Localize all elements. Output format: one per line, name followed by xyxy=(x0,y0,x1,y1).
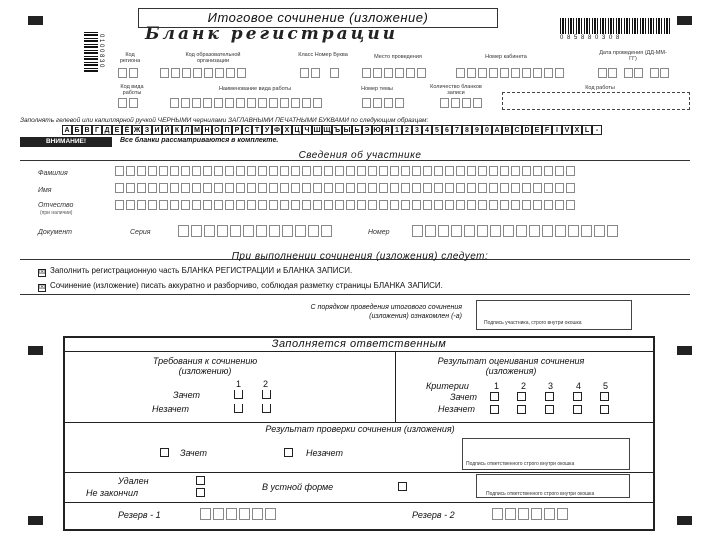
letter-cell[interactable] xyxy=(335,200,344,210)
letter-cell[interactable] xyxy=(390,183,399,193)
letter-cell[interactable] xyxy=(170,166,179,176)
participant-title: Сведения об участнике xyxy=(298,150,422,161)
c1-pass-box[interactable] xyxy=(490,392,499,401)
req1-fail-box[interactable] xyxy=(234,404,243,413)
letter-cell[interactable] xyxy=(137,166,146,176)
c1-fail-box[interactable] xyxy=(490,405,499,414)
sample-letter: Х xyxy=(282,125,292,135)
letter-cell[interactable] xyxy=(335,166,344,176)
letter-cell[interactable] xyxy=(401,200,410,210)
letter-cell[interactable] xyxy=(357,200,366,210)
letter-cell[interactable] xyxy=(489,183,498,193)
letter-cell[interactable] xyxy=(203,183,212,193)
letter-cell[interactable] xyxy=(555,183,564,193)
c4-fail-box[interactable] xyxy=(573,405,582,414)
check-pass-label: Зачет xyxy=(180,448,207,458)
letter-cell[interactable] xyxy=(170,183,179,193)
c5-pass-box[interactable] xyxy=(600,392,609,401)
letter-cell[interactable] xyxy=(390,166,399,176)
rules-title: При выполнении сочинения (изложения) следует: xyxy=(231,251,489,262)
corner-marker-mid-right xyxy=(677,346,692,355)
class-number-cells[interactable] xyxy=(300,68,320,78)
letter-cell[interactable] xyxy=(555,200,564,210)
letter-cell[interactable] xyxy=(489,166,498,176)
letter-cell[interactable] xyxy=(478,166,487,176)
sample-letter: Е xyxy=(112,125,122,135)
place-cells[interactable] xyxy=(362,68,426,78)
sample-letter: 5 xyxy=(432,125,442,135)
side-barcode xyxy=(84,32,98,72)
letter-cell[interactable] xyxy=(203,166,212,176)
reserve2-label: Резерв - 2 xyxy=(412,510,455,520)
letter-cell[interactable] xyxy=(500,183,509,193)
letter-cell[interactable] xyxy=(115,183,124,193)
c5-fail-box[interactable] xyxy=(600,405,609,414)
reserve1-label: Резерв - 1 xyxy=(118,510,161,520)
letter-cell[interactable] xyxy=(258,166,267,176)
sample-letter: Ъ xyxy=(333,127,341,134)
region-code-cells[interactable] xyxy=(118,68,138,78)
letter-cell[interactable] xyxy=(115,200,124,210)
letter-cell[interactable] xyxy=(500,166,509,176)
rules-bottom-line xyxy=(20,294,690,295)
letter-cell[interactable] xyxy=(225,183,234,193)
work-type-name-cells[interactable] xyxy=(170,98,322,108)
sample-letter: Р xyxy=(232,125,242,135)
topic-number-cells[interactable] xyxy=(362,98,404,108)
letter-cell[interactable] xyxy=(357,183,366,193)
letter-cell[interactable] xyxy=(379,166,388,176)
letter-cell[interactable] xyxy=(236,183,245,193)
check-fail-box[interactable] xyxy=(284,448,293,457)
sample-letter: Ч xyxy=(302,125,312,135)
surname-cells[interactable] xyxy=(115,166,575,176)
letter-cell[interactable] xyxy=(302,200,311,210)
c2-fail-box[interactable] xyxy=(517,405,526,414)
sample-letter: И xyxy=(152,125,162,135)
sample-instruction: Заполнять гелевой или капиллярной ручкой ЧЕРНЫМИ чернилами ЗАГЛАВНЫМИ ПЕЧАТНЫМИ БУКВАМИ по следующим образцам: xyxy=(20,117,429,124)
letter-cell[interactable] xyxy=(434,166,443,176)
letter-cell[interactable] xyxy=(291,200,300,210)
req2-pass-box[interactable] xyxy=(262,390,271,399)
acknowledgement-text: С порядком проведения итогового сочинения (изложения) ознакомлен (-а) xyxy=(310,304,462,320)
letter-cell[interactable] xyxy=(544,183,553,193)
sample-letter: Ц xyxy=(292,125,302,135)
letter-cell[interactable] xyxy=(357,166,366,176)
sample-letter: B xyxy=(502,125,512,135)
letter-cell[interactable] xyxy=(467,200,476,210)
sample-letter: С xyxy=(242,125,252,135)
barcode-number: 0 8 5 8 8 0 3 0 8 xyxy=(560,35,621,41)
series-cells[interactable] xyxy=(178,225,332,237)
letter-cell[interactable] xyxy=(467,183,476,193)
sample-letter: V xyxy=(562,125,572,135)
req-fail-label: Незачет xyxy=(152,404,189,414)
letter-cell[interactable] xyxy=(236,200,245,210)
criteria-num-5: 5 xyxy=(603,381,609,391)
req-pass-label: Зачет xyxy=(173,390,200,400)
sample-letter: 0 xyxy=(482,125,492,135)
letter-cell[interactable] xyxy=(313,183,322,193)
sample-letter: Ы xyxy=(343,127,351,134)
removed-box[interactable] xyxy=(196,476,205,485)
letter-cell[interactable] xyxy=(368,166,377,176)
participant-signature-caption: Подпись участника, строго внутри окошка xyxy=(484,320,582,326)
letter-cell[interactable] xyxy=(511,183,520,193)
class-letter-cells[interactable] xyxy=(330,68,339,78)
sample-letter: Н xyxy=(202,125,212,135)
criteria-num-1: 1 xyxy=(494,381,500,391)
document-label: Документ xyxy=(38,229,73,236)
letter-cell[interactable] xyxy=(368,200,377,210)
letter-cell[interactable] xyxy=(533,183,542,193)
letter-cell[interactable] xyxy=(181,183,190,193)
sample-letter: D xyxy=(522,125,532,135)
letter-cell[interactable] xyxy=(544,200,553,210)
attention-text: Все бланки рассматриваются в комплекте. xyxy=(120,137,279,144)
not-finished-box[interactable] xyxy=(196,488,205,497)
letter-cell[interactable] xyxy=(126,200,135,210)
reserve1-cells[interactable] xyxy=(200,508,276,520)
sample-letter: F xyxy=(542,125,552,135)
criteria-label: Критерии xyxy=(426,381,469,391)
letter-cell[interactable] xyxy=(302,183,311,193)
letter-cell[interactable] xyxy=(346,200,355,210)
letter-cell[interactable] xyxy=(214,200,223,210)
sample-letter: Й xyxy=(162,125,172,135)
letter-cell[interactable] xyxy=(247,166,256,176)
req-num-2: 2 xyxy=(263,379,269,389)
letter-cell[interactable] xyxy=(533,166,542,176)
c3-pass-box[interactable] xyxy=(545,392,554,401)
letter-cell[interactable] xyxy=(181,166,190,176)
sample-letter: 4 xyxy=(422,125,432,135)
corner-marker-top-left xyxy=(28,16,43,25)
sample-letter: 6 xyxy=(442,125,452,135)
letter-cell[interactable] xyxy=(533,200,542,210)
letter-cell[interactable] xyxy=(313,200,322,210)
letter-cell[interactable] xyxy=(269,183,278,193)
letter-cell[interactable] xyxy=(247,183,256,193)
letter-cell[interactable] xyxy=(203,200,212,210)
patronymic-cells[interactable] xyxy=(115,200,575,210)
sample-letter: Ш xyxy=(313,127,321,134)
label-room: Номер кабинета xyxy=(485,54,527,60)
label-work-type-name: Наименование вида работы xyxy=(218,86,292,92)
letter-cell[interactable] xyxy=(313,166,322,176)
req2-fail-box[interactable] xyxy=(262,404,271,413)
room-cells[interactable] xyxy=(456,68,564,78)
label-place: Место проведения xyxy=(374,54,422,60)
oral-form-label: В устной форме xyxy=(262,482,334,492)
sample-letter: Я xyxy=(382,125,392,135)
oral-form-box[interactable] xyxy=(398,482,407,491)
sample-letter: A xyxy=(492,125,502,135)
letter-cell[interactable] xyxy=(280,183,289,193)
sample-letter: 7 xyxy=(452,125,462,135)
letter-cell[interactable] xyxy=(335,183,344,193)
letter-cell[interactable] xyxy=(478,183,487,193)
letter-cell[interactable] xyxy=(258,183,267,193)
letter-cell[interactable] xyxy=(522,166,531,176)
letter-cell[interactable] xyxy=(302,166,311,176)
letter-cell[interactable] xyxy=(434,183,443,193)
responsible-row-line xyxy=(63,422,655,423)
rule-item-1 xyxy=(38,266,352,277)
sample-letter: 8 xyxy=(462,125,472,135)
corner-marker-bottom-left xyxy=(28,516,43,525)
label-sheets-count: Количество бланков записи xyxy=(430,84,482,96)
letter-cell[interactable] xyxy=(225,200,234,210)
letter-cell[interactable] xyxy=(456,183,465,193)
rule-check-icon: ☒ xyxy=(39,269,46,276)
letter-cell[interactable] xyxy=(390,200,399,210)
responsible-signature-caption: Подпись ответственного строго внутри окошка xyxy=(466,461,575,467)
letter-cell[interactable] xyxy=(522,183,531,193)
org-code-cells[interactable] xyxy=(160,68,246,78)
sample-letter: Л xyxy=(182,125,192,135)
rule-check-icon: ☒ xyxy=(39,284,46,291)
sample-letter: З xyxy=(142,125,152,135)
req1-pass-box[interactable] xyxy=(234,390,243,399)
letter-cell[interactable] xyxy=(148,183,157,193)
number-label: Номер xyxy=(368,229,390,236)
sample-letter: L xyxy=(582,125,592,135)
letter-cell[interactable] xyxy=(500,200,509,210)
letter-cell[interactable] xyxy=(555,166,564,176)
letter-cell[interactable] xyxy=(247,200,256,210)
letter-cell[interactable] xyxy=(456,166,465,176)
letter-cell[interactable] xyxy=(445,166,454,176)
check-title: Результат проверки сочинения (изложения) xyxy=(265,424,455,434)
sample-letter: Т xyxy=(252,125,262,135)
not-finished-label: Не закончил xyxy=(86,488,139,498)
letter-cell[interactable] xyxy=(412,183,421,193)
name-label: Имя xyxy=(38,187,52,194)
sample-letter: У xyxy=(262,125,272,135)
letter-cell[interactable] xyxy=(170,200,179,210)
letter-cell[interactable] xyxy=(489,200,498,210)
letter-cell[interactable] xyxy=(181,200,190,210)
c2-pass-box[interactable] xyxy=(517,392,526,401)
letter-cell[interactable] xyxy=(511,200,520,210)
req-num-1: 1 xyxy=(236,379,242,389)
sample-letter: X xyxy=(572,125,582,135)
letter-cell[interactable] xyxy=(324,183,333,193)
letter-cell[interactable] xyxy=(456,200,465,210)
check-fail-label: Незачет xyxy=(306,448,343,458)
sample-letter: C xyxy=(512,125,522,135)
letter-cell[interactable] xyxy=(291,183,300,193)
sample-letter: Ь xyxy=(352,125,362,135)
rule-text-2: Сочинение (изложение) писать аккуратно и разборчиво, соблюдая разметку страницы БЛАНКА ЗАПИСИ. xyxy=(50,281,443,290)
letter-cell[interactable] xyxy=(148,200,157,210)
letter-cell[interactable] xyxy=(159,166,168,176)
letter-cell[interactable] xyxy=(324,166,333,176)
letter-cell[interactable] xyxy=(566,166,575,176)
letter-cell[interactable] xyxy=(192,200,201,210)
letter-cell[interactable] xyxy=(269,166,278,176)
responsible-title: Заполняется ответственным xyxy=(63,336,655,352)
sample-letter: К xyxy=(172,125,182,135)
letter-cell[interactable] xyxy=(566,183,575,193)
sample-letter: Щ xyxy=(323,127,331,134)
letter-cell[interactable] xyxy=(511,166,520,176)
letter-cell[interactable] xyxy=(236,166,245,176)
criteria-num-4: 4 xyxy=(576,381,582,391)
label-topic-number: Номер темы xyxy=(361,86,393,92)
letter-cell[interactable] xyxy=(434,200,443,210)
label-class: Класс Номер Буква xyxy=(298,52,348,58)
letter-cell[interactable] xyxy=(412,166,421,176)
corner-marker-bottom-right xyxy=(677,516,692,525)
number-cells[interactable] xyxy=(412,225,618,237)
requirements-title: Требования к сочинению (изложению) xyxy=(152,356,258,376)
blank-title: Бланк регистрации xyxy=(145,24,399,44)
label-org-code: Код образовательной организации xyxy=(185,52,241,64)
letter-cell[interactable] xyxy=(324,200,333,210)
c3-fail-box[interactable] xyxy=(545,405,554,414)
patronymic-label: Отчество xyxy=(38,202,74,209)
patronymic-sub: (при наличии) xyxy=(40,210,73,216)
side-code: 0 1 0 0 8 3 0 xyxy=(98,34,104,68)
name-cells[interactable] xyxy=(115,183,575,193)
sample-letter: Э xyxy=(362,125,372,135)
removed-row-line xyxy=(63,472,655,473)
letter-cell[interactable] xyxy=(214,183,223,193)
letter-cell[interactable] xyxy=(137,200,146,210)
letter-cell[interactable] xyxy=(126,183,135,193)
sample-letter: В xyxy=(82,125,92,135)
letter-cell[interactable] xyxy=(423,200,432,210)
corner-marker-mid-left xyxy=(28,346,43,355)
letter-cell[interactable] xyxy=(159,200,168,210)
sample-letter: Ё xyxy=(122,125,132,135)
label-work-type-code: Код вида работы xyxy=(120,84,144,96)
series-label: Серия xyxy=(130,229,151,236)
sample-letter: I xyxy=(552,125,562,135)
letter-cell[interactable] xyxy=(544,166,553,176)
sample-letter: О xyxy=(212,125,222,135)
sample-letter: Ж xyxy=(133,127,141,134)
removed-label: Удален xyxy=(118,476,149,486)
attention-badge: ВНИМАНИЕ! xyxy=(20,137,112,147)
sample-letter: E xyxy=(532,125,542,135)
letter-cell[interactable] xyxy=(126,166,135,176)
letter-cell[interactable] xyxy=(379,183,388,193)
check-pass-box[interactable] xyxy=(160,448,169,457)
letter-cell[interactable] xyxy=(478,200,487,210)
label-date: Дата проведения (ДД-ММ-ГГ) xyxy=(599,50,667,62)
criteria-fail-label: Незачет xyxy=(438,404,475,414)
rule-item-2 xyxy=(38,281,443,292)
reserve2-cells[interactable] xyxy=(492,508,568,520)
letter-cell[interactable] xyxy=(401,166,410,176)
sample-letter: М xyxy=(192,125,202,135)
c4-pass-box[interactable] xyxy=(573,392,582,401)
sample-letter: Д xyxy=(102,125,112,135)
responsible-signature-caption-2: Подпись ответственного строго внутри окошка xyxy=(486,491,595,497)
letter-cell[interactable] xyxy=(379,200,388,210)
sample-letter: 3 xyxy=(412,125,422,135)
sample-letter: 9 xyxy=(472,125,482,135)
date-cells[interactable] xyxy=(598,68,669,78)
letter-cell[interactable] xyxy=(346,166,355,176)
sheets-count-cells[interactable] xyxy=(440,98,482,108)
letter-cell[interactable] xyxy=(346,183,355,193)
work-code-box xyxy=(502,92,690,110)
reserve-row-line xyxy=(63,502,655,503)
sample-letters xyxy=(62,125,602,135)
sample-letter: П xyxy=(222,125,232,135)
surname-label: Фамилия xyxy=(38,170,68,177)
letter-cell[interactable] xyxy=(368,183,377,193)
criteria-num-2: 2 xyxy=(521,381,527,391)
letter-cell[interactable] xyxy=(192,183,201,193)
letter-cell[interactable] xyxy=(225,166,234,176)
letter-cell[interactable] xyxy=(566,200,575,210)
label-work-code: Код работы xyxy=(585,85,615,91)
letter-cell[interactable] xyxy=(192,166,201,176)
barcode xyxy=(560,18,670,34)
work-type-code-cells[interactable] xyxy=(118,98,138,108)
sample-letter: Г xyxy=(92,125,102,135)
corner-marker-top-right xyxy=(677,16,692,25)
rule-text-1: Заполнить регистрационную часть БЛАНКА РЕГИСТРАЦИИ и БЛАНКА ЗАПИСИ. xyxy=(50,266,353,275)
letter-cell[interactable] xyxy=(280,166,289,176)
letter-cell[interactable] xyxy=(280,200,289,210)
sample-letter: А xyxy=(62,125,72,135)
results-title: Результат оценивания сочинения (изложения) xyxy=(437,356,585,376)
letter-cell[interactable] xyxy=(269,200,278,210)
letter-cell[interactable] xyxy=(291,166,300,176)
responsible-divider xyxy=(395,352,396,422)
sample-letter: Ю xyxy=(373,127,381,134)
letter-cell[interactable] xyxy=(401,183,410,193)
letter-cell[interactable] xyxy=(412,200,421,210)
letter-cell[interactable] xyxy=(148,166,157,176)
sample-letter: 1 xyxy=(392,125,402,135)
letter-cell[interactable] xyxy=(445,200,454,210)
letter-cell[interactable] xyxy=(467,166,476,176)
sample-letter: Ф xyxy=(272,125,282,135)
letter-cell[interactable] xyxy=(445,183,454,193)
letter-cell[interactable] xyxy=(137,183,146,193)
letter-cell[interactable] xyxy=(115,166,124,176)
letter-cell[interactable] xyxy=(258,200,267,210)
form-title: Итоговое сочинение (изложение) xyxy=(138,8,498,28)
label-region-code: Код региона xyxy=(119,52,141,64)
letter-cell[interactable] xyxy=(423,166,432,176)
letter-cell[interactable] xyxy=(214,166,223,176)
letter-cell[interactable] xyxy=(522,200,531,210)
criteria-pass-label: Зачет xyxy=(450,392,477,402)
sample-letter: Б xyxy=(72,125,82,135)
sample-letter: 2 xyxy=(402,125,412,135)
criteria-num-3: 3 xyxy=(548,381,554,391)
sample-letter: - xyxy=(592,125,602,135)
letter-cell[interactable] xyxy=(423,183,432,193)
letter-cell[interactable] xyxy=(159,183,168,193)
